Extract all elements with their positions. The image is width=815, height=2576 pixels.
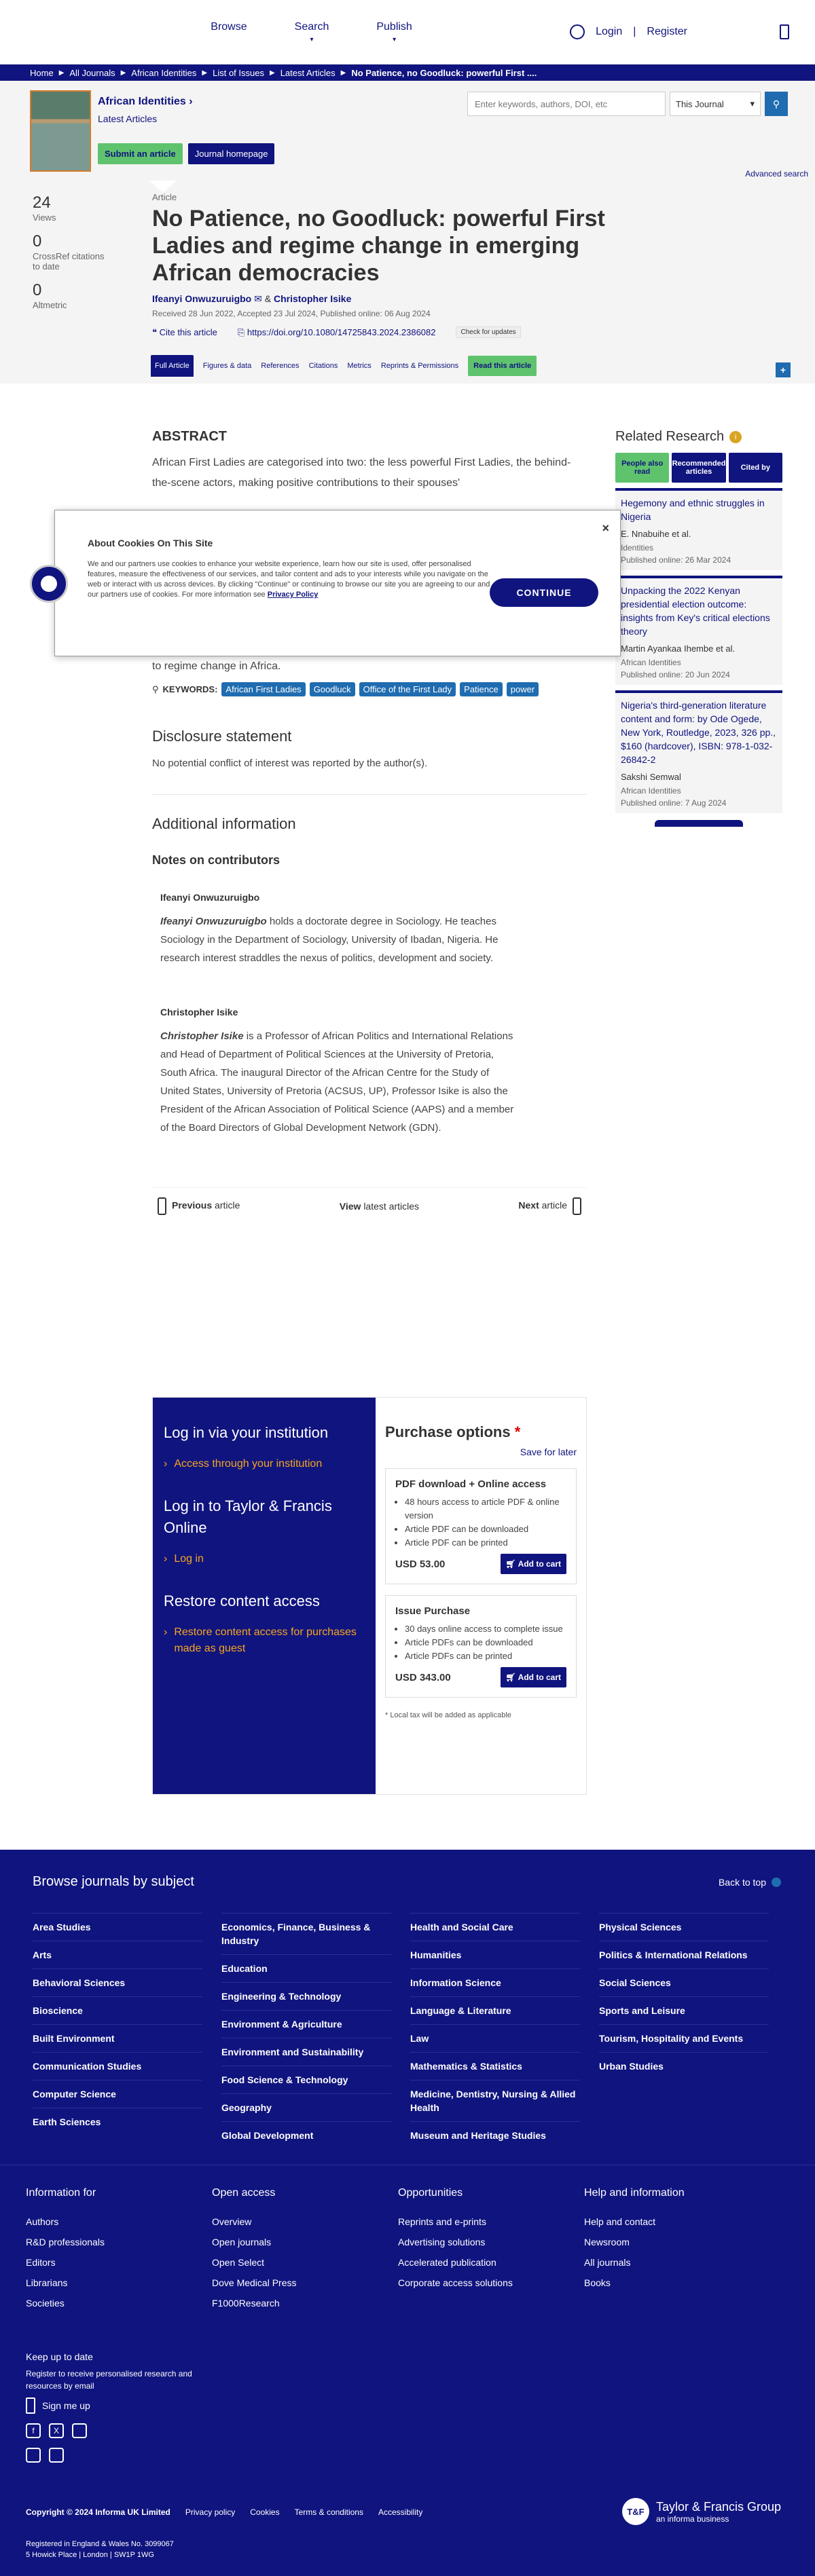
subject-link[interactable]: Medicine, Dentistry, Nursing & Allied Health: [410, 2080, 580, 2121]
related-item-title[interactable]: Unpacking the 2022 Kenyan presidential election outcome: insights from Key's critical elections theory: [621, 585, 770, 637]
nav-publish-label: Publish: [376, 20, 412, 33]
read-article-button[interactable]: Read this article: [468, 356, 537, 376]
breadcrumb-arrow-icon: ▶: [120, 69, 126, 77]
price: USD 343.00: [395, 1671, 451, 1683]
divider: [152, 794, 587, 795]
breadcrumb-current: No Patience, no Goodluck: powerful First ....: [351, 67, 537, 78]
abstract-text-start: African First Ladies are categorised into two: the less powerful First Ladies, the behind-the-scene actors, making positive contributions to their spouses': [152, 457, 571, 489]
subject-column: [599, 1913, 788, 2149]
tab-people-also-read[interactable]: People also read: [615, 453, 669, 483]
restore-access-link[interactable]: [164, 1624, 365, 1657]
footer-links: [26, 2187, 789, 2313]
related-item-date: Published online: 20 Jun 2024: [621, 670, 730, 679]
keep-text: Register to receive personalised research and resources by email: [26, 2369, 192, 2391]
tax-note: * Local tax will be added as applicable: [385, 1711, 511, 1719]
subject-column: [33, 1913, 221, 2149]
device-icon: [26, 2397, 35, 2414]
footer-column: [212, 2187, 398, 2313]
purchase-card-footer: [395, 1667, 566, 1687]
footer-heading: Open access: [212, 2187, 276, 2199]
breadcrumb-arrow-icon: ▶: [58, 69, 65, 77]
abstract-text-end: to regime change in Africa.: [152, 660, 281, 672]
add-to-cart-label: Add to cart: [518, 1559, 561, 1569]
subject-link[interactable]: Built Environment: [33, 2024, 202, 2052]
subject-link[interactable]: Education: [221, 1954, 391, 1982]
keywords: [152, 682, 587, 696]
footer-link[interactable]: Dove Medical Press: [212, 2277, 297, 2288]
mail-icon[interactable]: ✉: [254, 293, 262, 304]
cite-row: [152, 326, 628, 338]
breadcrumb: [0, 64, 815, 81]
previous-suffix: article: [215, 1199, 240, 1211]
informa-link[interactable]: Informa UK Limited: [95, 2507, 170, 2517]
article-tabs: [151, 355, 537, 377]
footer-column: [584, 2187, 770, 2313]
social-links: [26, 2448, 789, 2463]
registration-info: [26, 2539, 174, 2560]
back-to-top-label: Back to top: [718, 1877, 766, 1888]
breadcrumb-all-journals[interactable]: All Journals: [69, 67, 115, 78]
login-divider: |: [633, 26, 636, 37]
add-to-cart-button[interactable]: [501, 1667, 566, 1687]
purchase-heading: [385, 1423, 577, 1441]
journal-info: [98, 96, 274, 172]
tab-metrics[interactable]: Metrics: [347, 362, 372, 370]
add-to-cart-button[interactable]: [501, 1554, 566, 1574]
journal-buttons: [98, 143, 274, 164]
close-icon[interactable]: ×: [602, 521, 609, 535]
contributor-bio-lead: Ifeanyi Onwuzuruigbo: [160, 916, 267, 927]
related-item-journal: African Identities: [621, 786, 681, 796]
footer-link[interactable]: Open journals: [212, 2237, 272, 2247]
subject-link[interactable]: Mathematics & Statistics: [410, 2052, 580, 2080]
subject-link[interactable]: Environment and Sustainability: [221, 2038, 391, 2066]
contributor-2: [160, 1007, 587, 1137]
disclosure-text: No potential conflict of interest was reported by the author(s).: [152, 758, 428, 769]
journal-homepage-button[interactable]: Journal homepage: [188, 143, 275, 164]
previous-label: Previous: [172, 1199, 213, 1211]
cart-icon: 🛒︎: [505, 1559, 516, 1569]
subject-link[interactable]: Economics, Finance, Business & Industry: [221, 1913, 391, 1954]
subject-link[interactable]: Computer Science: [33, 2080, 202, 2108]
cookie-text-body: We and our partners use cookies to enhance your website experience, learn how our site is used, offer personalised features, measure the effectiveness of our services, and tailor content and ads to your interests while you navigate on the web or interact with us across devices. By clicking "Continue" or continuing to browse our site you are agreeing to our and our partners use of cookies. For more information see: [88, 560, 490, 599]
latest-articles-link[interactable]: Latest Articles: [98, 113, 158, 124]
related-item: [615, 488, 782, 570]
journal-title-text: African Identities: [98, 96, 186, 107]
nav-search[interactable]: [295, 21, 329, 43]
breadcrumb-home[interactable]: Home: [30, 67, 54, 78]
tf-sub: an informa business: [655, 2514, 729, 2524]
restore-heading: Restore content access: [164, 1592, 320, 1609]
footer-heading: Help and information: [584, 2187, 685, 2199]
article-navigation: [152, 1187, 587, 1215]
breadcrumb-latest[interactable]: Latest Articles: [280, 67, 336, 78]
footer-link[interactable]: Advertising solutions: [398, 2237, 486, 2247]
footer-link[interactable]: All journals: [584, 2257, 631, 2268]
subject-link[interactable]: Sports and Leisure: [599, 1996, 769, 2024]
related-item-date: Published online: 26 Mar 2024: [621, 555, 731, 565]
footer-link[interactable]: Societies: [26, 2298, 65, 2309]
price: USD 53.00: [395, 1558, 446, 1570]
info-icon[interactable]: i: [729, 431, 742, 443]
keyword-tag[interactable]: power: [507, 682, 539, 696]
user-icon: [570, 24, 585, 39]
metric-label: Altmetric: [33, 300, 67, 310]
save-for-later-link[interactable]: Save for later: [520, 1446, 577, 1457]
additional-info-heading: Additional information: [152, 815, 296, 832]
nav-browse[interactable]: [211, 21, 247, 43]
related-research: [615, 429, 782, 827]
issue-purchase-card: [385, 1595, 577, 1698]
subject-link[interactable]: Area Studies: [33, 1913, 202, 1941]
subject-link[interactable]: Language & Literature: [410, 1996, 580, 2024]
legal-links: [26, 2507, 422, 2517]
subject-link[interactable]: Behavioral Sciences: [33, 1968, 202, 1996]
header-notch: [149, 181, 177, 193]
subject-link[interactable]: Bioscience: [33, 1996, 202, 2024]
cookie-settings-icon[interactable]: [30, 565, 68, 603]
site-header: [0, 0, 815, 64]
institution-access-link[interactable]: [164, 1456, 365, 1472]
keyword-tag[interactable]: Patience: [460, 682, 503, 696]
copyright: [26, 2507, 170, 2517]
user-area: [570, 24, 789, 39]
subject-column: [410, 1913, 599, 2149]
metric-views: [33, 193, 107, 223]
required-star: *: [514, 1423, 521, 1440]
subjects-grid: [33, 1913, 782, 2149]
next-suffix: article: [541, 1199, 567, 1211]
previous-article-link[interactable]: [152, 1197, 240, 1215]
purchase-card-footer: [395, 1554, 566, 1574]
chevron-down-icon: ▾: [310, 35, 314, 43]
subject-link[interactable]: Physical Sciences: [599, 1913, 769, 1941]
footer-link[interactable]: Help and contact: [584, 2216, 656, 2227]
article-header: [0, 181, 815, 384]
tf-logo-icon: T&F: [622, 2498, 649, 2525]
related-item-title[interactable]: Nigeria's third-generation literature content and form: by Ode Ogede, New York, Routledge, 2023, 326 pp., $160 (hardcover), ISBN: 978-1-032-26842-2: [621, 700, 776, 765]
plus-icon[interactable]: +: [776, 362, 791, 377]
device-icon: [158, 1197, 166, 1215]
keyword-tag[interactable]: African First Ladies: [221, 682, 305, 696]
subject-link[interactable]: Environment & Agriculture: [221, 2010, 391, 2038]
sign-up-label: Sign me up: [42, 2400, 90, 2411]
login-link[interactable]: Login: [596, 26, 623, 37]
keyword-tag[interactable]: Goodluck: [310, 682, 355, 696]
related-tabs: [615, 453, 782, 483]
back-to-top-link[interactable]: [719, 1877, 781, 1888]
breadcrumb-journal[interactable]: African Identities: [131, 67, 197, 78]
author-link[interactable]: Christopher Isike: [273, 293, 352, 304]
access-panel: [152, 1397, 587, 1795]
footer-link[interactable]: Corporate access solutions: [398, 2277, 513, 2288]
site-footer: [0, 2165, 815, 2576]
author-link[interactable]: Ifeanyi Onwuzuruigbo: [152, 293, 252, 304]
social-links: [26, 2423, 789, 2438]
link-icon: ⎘: [237, 326, 245, 337]
related-heading: [615, 429, 782, 445]
cart-icon[interactable]: [780, 24, 789, 39]
keywords-label: KEYWORDS:: [162, 684, 218, 694]
footer-link[interactable]: Editors: [26, 2257, 56, 2268]
subject-link[interactable]: Global Development: [221, 2121, 391, 2149]
accessibility-link[interactable]: Accessibility: [378, 2507, 423, 2517]
purchase-options: [376, 1398, 586, 1794]
related-item-author: Martin Ayankaa Ihembe et al.: [621, 643, 736, 654]
contributor-bio-text: holds a doctorate degree in Sociology. He teaches Sociology in the Department of Sociology, University of Ibadan, Nigeria. He research interest straddles the nexus of politics, development and society.: [160, 916, 499, 964]
footer-link[interactable]: F1000Research: [212, 2298, 280, 2309]
contributor-bio: [160, 1027, 520, 1137]
purchase-card-title: Issue Purchase: [395, 1605, 471, 1617]
footer-link[interactable]: Librarians: [26, 2277, 68, 2288]
subject-link[interactable]: Geography: [221, 2093, 391, 2121]
site-logo[interactable]: [26, 18, 53, 45]
tab-full-article[interactable]: Full Article: [151, 355, 194, 377]
subject-link[interactable]: Health and Social Care: [410, 1913, 580, 1941]
breadcrumb-issues[interactable]: List of Issues: [213, 67, 264, 78]
footer-link[interactable]: Reprints and e-prints: [398, 2216, 486, 2227]
related-item: [615, 576, 782, 685]
journal-cover-image[interactable]: [30, 90, 91, 172]
restore-access-label: Restore content access for purchases made as guest: [174, 1626, 357, 1654]
search-bar: [467, 92, 788, 116]
search-icon: ⚲: [152, 684, 159, 694]
related-heading-text: Related Research: [615, 429, 725, 444]
submit-article-button[interactable]: Submit an article: [98, 143, 183, 164]
view-label: View: [339, 1201, 361, 1212]
contributor-1: [160, 892, 587, 967]
footer-link[interactable]: Books: [584, 2277, 611, 2288]
footer-link[interactable]: Newsroom: [584, 2237, 630, 2247]
breadcrumb-arrow-icon: ▶: [202, 69, 208, 77]
quote-icon: ❝: [152, 326, 157, 337]
contributor-bio-text: is a Professor of African Politics and International Relations and Head of Department of Political Sciences at the University of Pretoria, South Africa. The inaugural Director of the African Centre for the Study of United States, University of Pretoria (ACSUS, UP), Professor Isike is also the President of the African Association of Political Science (AAPS) and a member of the Board Directors of Global Development Network (GDN).: [160, 1030, 514, 1134]
device-icon[interactable]: [26, 2448, 41, 2463]
footer-link[interactable]: R&D professionals: [26, 2237, 105, 2247]
institution-heading: Log in via your institution: [164, 1424, 329, 1441]
footer-heading: Opportunities: [398, 2187, 463, 2199]
cookie-text: [88, 559, 498, 600]
tab-references[interactable]: References: [261, 362, 300, 370]
metric-value: 0: [33, 281, 42, 299]
privacy-policy-link[interactable]: Privacy policy: [185, 2507, 236, 2517]
doi-link[interactable]: [238, 327, 436, 338]
keyword-tag[interactable]: Office of the First Lady: [359, 682, 456, 696]
arrow-right-icon: ›: [164, 1626, 168, 1638]
purchase-features: [395, 1495, 566, 1550]
contributor-name: Christopher Isike: [160, 1007, 238, 1018]
advanced-search-link[interactable]: Advanced search: [745, 169, 808, 179]
footer-link[interactable]: Authors: [26, 2216, 59, 2227]
view-latest-link[interactable]: [340, 1201, 419, 1212]
related-item-date: Published online: 7 Aug 2024: [621, 798, 727, 808]
author-separator: &: [264, 293, 272, 304]
authors: [152, 293, 628, 305]
feature-item: • Article PDFs can be downloaded: [405, 1636, 566, 1649]
search-icon[interactable]: ⚲: [765, 92, 788, 116]
metric-value: 24: [33, 193, 51, 212]
purchase-features: [395, 1622, 566, 1663]
taylor-francis-logo[interactable]: [622, 2498, 781, 2525]
subject-link[interactable]: Food Science & Technology: [221, 2066, 391, 2093]
top-nav: [211, 21, 412, 43]
tf-login-heading: Log in to Taylor & Francis Online: [164, 1497, 332, 1536]
breadcrumb-arrow-icon: ▶: [269, 69, 275, 77]
feature-item: • 48 hours access to article PDF & online version: [405, 1495, 566, 1523]
footer-column: [26, 2187, 212, 2313]
notes-heading: Notes on contributors: [152, 853, 280, 867]
device-icon[interactable]: [72, 2423, 87, 2438]
cookie-banner: [54, 510, 621, 656]
purchase-heading-text: Purchase options: [385, 1423, 511, 1440]
nav-publish[interactable]: [376, 21, 412, 43]
journal-title[interactable]: [98, 96, 274, 108]
keep-heading: Keep up to date: [26, 2351, 93, 2362]
show-more-bar[interactable]: [655, 820, 743, 827]
next-label: Next: [518, 1199, 539, 1211]
subject-link[interactable]: Engineering & Technology: [221, 1982, 391, 2010]
footer-column: [398, 2187, 584, 2313]
article-metrics: [33, 193, 107, 320]
facebook-icon[interactable]: f: [26, 2423, 41, 2438]
sign-up-link[interactable]: [26, 2397, 789, 2414]
arrow-up-icon: [772, 1878, 781, 1887]
subject-link[interactable]: Law: [410, 2024, 580, 2052]
cookies-link[interactable]: Cookies: [250, 2507, 280, 2517]
related-item-journal: Identities: [621, 543, 654, 553]
subject-link[interactable]: Earth Sciences: [33, 2108, 202, 2135]
feature-item: • Article PDF can be printed: [405, 1536, 566, 1550]
contributor-name: Ifeanyi Onwuzuruigbo: [160, 892, 260, 903]
purchase-card-title: PDF download + Online access: [395, 1478, 547, 1490]
subject-link[interactable]: Tourism, Hospitality and Events: [599, 2024, 769, 2052]
footer-heading: Information for: [26, 2187, 96, 2199]
terms-link[interactable]: Terms & conditions: [294, 2507, 363, 2517]
arrow-right-icon: ›: [164, 1458, 168, 1470]
chevron-down-icon: ▾: [750, 98, 755, 109]
subject-link[interactable]: Information Science: [410, 1968, 580, 1996]
footer-link[interactable]: Open Select: [212, 2257, 265, 2268]
device-icon: [573, 1197, 581, 1215]
keep-up-to-date: [26, 2351, 789, 2463]
metric-label: Views: [33, 212, 56, 223]
subject-column: [221, 1913, 410, 2149]
cookie-continue-button[interactable]: CONTINUE: [490, 578, 598, 607]
feature-item: • 30 days online access to complete issue: [405, 1622, 566, 1636]
arrow-right-icon: ›: [164, 1553, 168, 1565]
cite-article-label: Cite this article: [159, 326, 217, 337]
nav-search-label: Search: [294, 20, 329, 33]
tab-figures[interactable]: Figures & data: [202, 362, 252, 370]
login-button[interactable]: [164, 1551, 365, 1567]
related-item: [615, 690, 782, 813]
pdf-purchase-card: [385, 1468, 577, 1584]
metric-crossref[interactable]: [33, 232, 107, 272]
subject-link[interactable]: Politics & International Relations: [599, 1941, 769, 1968]
login-options: [153, 1398, 376, 1794]
subject-link[interactable]: Social Sciences: [599, 1968, 769, 1996]
tab-reprints[interactable]: Reprints & Permissions: [380, 362, 459, 370]
cookie-title: About Cookies On This Site: [88, 538, 213, 548]
copyright-text: Copyright © 2024: [26, 2507, 93, 2517]
article-type: Article: [152, 192, 177, 202]
related-item-title[interactable]: Hegemony and ethnic struggles in Nigeria: [621, 498, 765, 522]
feature-item: • Article PDFs can be printed: [405, 1649, 566, 1663]
tab-citations[interactable]: Citations: [308, 362, 338, 370]
privacy-policy-link[interactable]: Privacy Policy: [267, 591, 319, 599]
metric-altmetric[interactable]: [33, 281, 107, 310]
tab-cited-by[interactable]: Cited by: [729, 453, 782, 483]
browse-subjects: [0, 1850, 815, 2165]
device-icon[interactable]: [49, 2448, 64, 2463]
search-scope-select[interactable]: [670, 92, 761, 116]
nav-browse-label: Browse: [211, 20, 247, 33]
next-article-link[interactable]: [518, 1197, 587, 1215]
registration-line: Registered in England & Wales No. 3099067: [26, 2540, 174, 2548]
feature-item: • Article PDF can be downloaded: [405, 1523, 566, 1536]
breadcrumb-arrow-icon: ▶: [340, 69, 346, 77]
chevron-right-icon: ›: [189, 96, 193, 107]
subject-link[interactable]: Arts: [33, 1941, 202, 1968]
subject-link[interactable]: Communication Studies: [33, 2052, 202, 2080]
article-title: No Patience, no Goodluck: powerful First Ladies and regime change in emerging African democracies: [152, 206, 605, 286]
x-icon[interactable]: X: [49, 2423, 64, 2438]
related-item-journal: African Identities: [621, 658, 681, 667]
registration-line: 5 Howick Place | London | SW1P 1WG: [26, 2551, 154, 2559]
tf-logo-text: [656, 2500, 781, 2524]
related-item-author: E. Nnabuihe et al.: [621, 529, 691, 539]
contributor-bio: [160, 912, 520, 967]
subjects-heading: Browse journals by subject: [33, 1874, 194, 1889]
journal-banner: [0, 81, 815, 181]
institution-access-label: Access through your institution: [174, 1458, 323, 1470]
related-item-author: Sakshi Semwal: [621, 772, 681, 782]
subject-link[interactable]: Humanities: [410, 1941, 580, 1968]
chevron-down-icon: ▾: [393, 35, 397, 43]
search-scope-value: This Journal: [676, 98, 724, 109]
check-for-updates-badge[interactable]: Check for updates: [456, 326, 520, 338]
subject-link[interactable]: Museum and Heritage Studies: [410, 2121, 580, 2149]
view-suffix: latest articles: [363, 1201, 420, 1212]
cart-icon: 🛒︎: [505, 1673, 516, 1682]
cookie-icon: [41, 576, 57, 592]
abstract-heading: ABSTRACT: [152, 429, 227, 444]
contributor-bio-lead: Christopher Isike: [160, 1030, 244, 1042]
article-dates: Received 28 Jun 2022, Accepted 23 Jul 2024, Published online: 06 Aug 2024: [152, 309, 431, 318]
search-input[interactable]: Enter keywords, authors, DOI, etc: [467, 92, 666, 116]
metric-label: CrossRef citations to date: [33, 251, 105, 272]
cite-article-link[interactable]: [152, 327, 217, 338]
disclosure-heading: Disclosure statement: [152, 728, 292, 745]
doi-text: https://doi.org/10.1080/14725843.2024.2386082: [247, 326, 436, 337]
metric-value: 0: [33, 232, 42, 250]
subject-link[interactable]: Urban Studies: [599, 2052, 769, 2080]
tab-recommended[interactable]: Recommended articles: [672, 453, 725, 483]
register-link[interactable]: Register: [647, 26, 687, 37]
add-to-cart-label: Add to cart: [518, 1673, 561, 1682]
article-main-info: [152, 192, 628, 338]
tf-name: Taylor & Francis Group: [655, 2499, 781, 2514]
footer-link[interactable]: Accelerated publication: [398, 2257, 496, 2268]
login-label: Log in: [174, 1553, 204, 1565]
footer-link[interactable]: Overview: [212, 2216, 252, 2227]
